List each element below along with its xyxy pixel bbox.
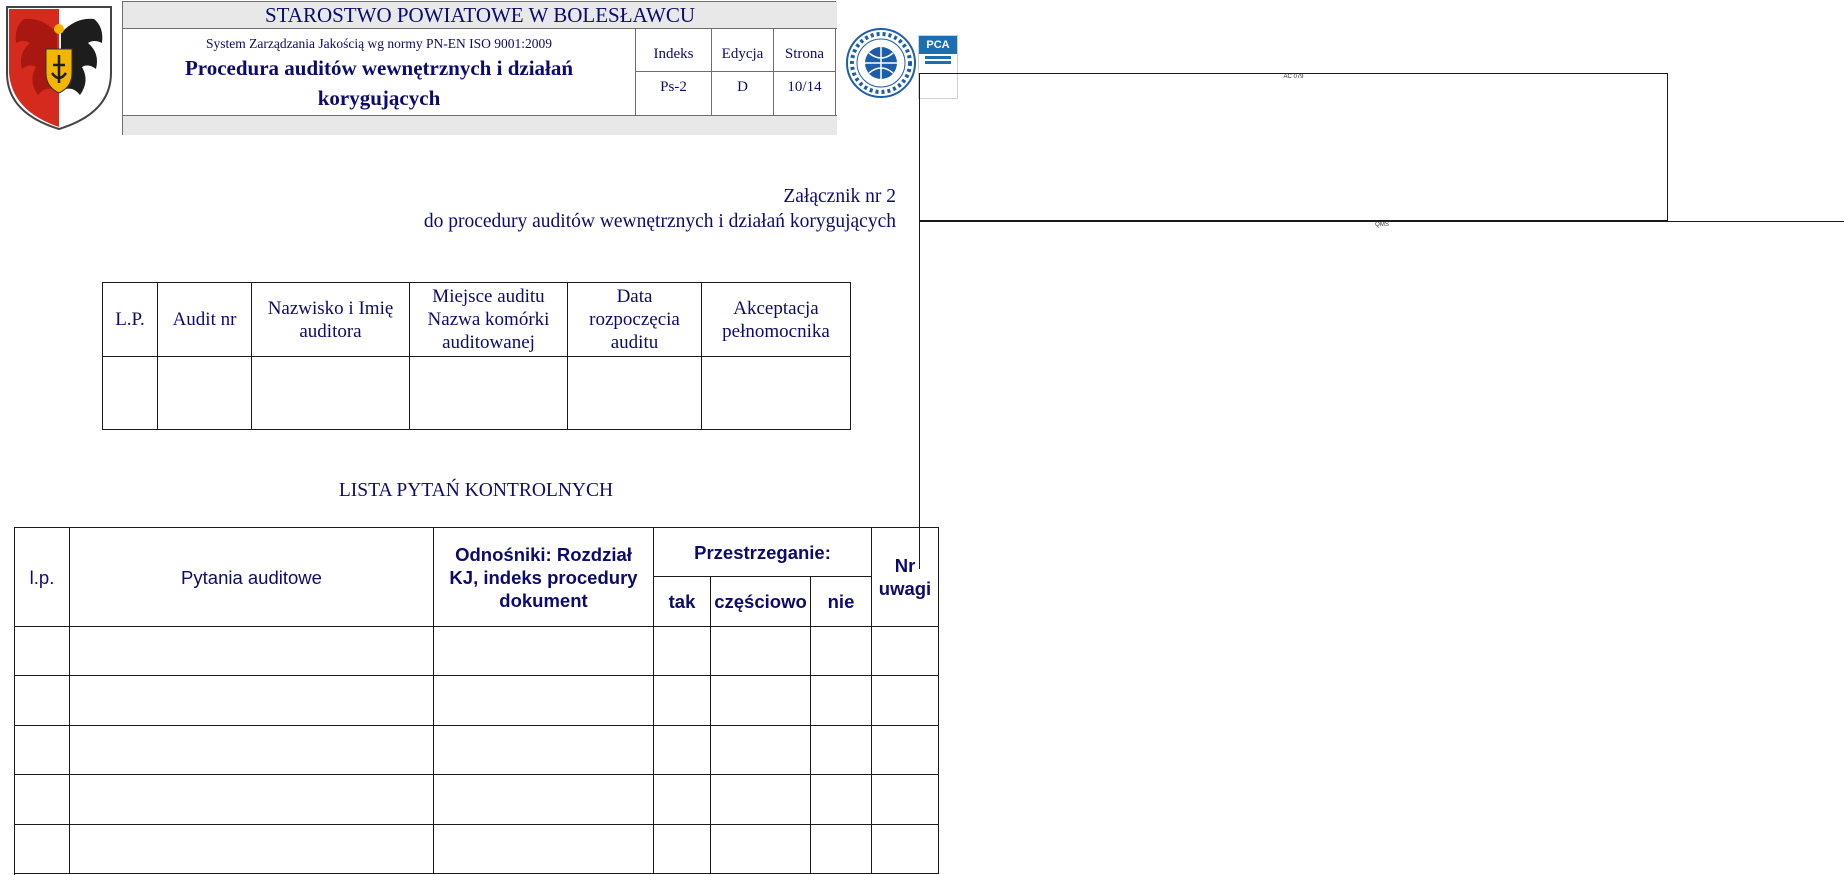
checklist-header-partial: częściowo <box>711 577 811 627</box>
page-label: Strona <box>774 29 835 72</box>
pca-scheme: QMS <box>919 221 1844 569</box>
checklist-cell-no[interactable] <box>811 825 872 874</box>
procedure-title-line2: korygujących <box>317 86 441 110</box>
audit-cell-lp[interactable] <box>103 357 158 429</box>
chamber-logo-icon <box>845 25 917 101</box>
edition-label: Edycja <box>712 29 773 72</box>
audit-cell-acceptance[interactable] <box>702 357 850 429</box>
checklist-cell-lp[interactable] <box>15 825 70 874</box>
document-header <box>122 1 836 135</box>
audit-header-place: Miejsce auditu Nazwa komórki auditowanej <box>410 283 568 357</box>
audit-table <box>102 282 851 430</box>
checklist-cell-lp[interactable] <box>15 676 70 725</box>
quality-system-line: System Zarządzania Jakością wg normy PN-EN ISO 9001:2009 <box>205 36 553 51</box>
checklist-cell-reference[interactable] <box>434 627 654 676</box>
checklist-cell-partial[interactable] <box>711 775 811 824</box>
index-label: Indeks <box>636 29 711 72</box>
audit-header-acceptance: Akceptacja pełnomocnika <box>702 283 850 357</box>
page-value: 10/14 <box>787 79 822 95</box>
checklist-cell-question[interactable] <box>70 775 434 824</box>
checklist-header-compliance: Przestrzeganie: <box>654 528 872 577</box>
checklist-cell-note[interactable] <box>872 825 939 874</box>
checklist-cell-question[interactable] <box>70 627 434 676</box>
checklist-cell-partial[interactable] <box>711 726 811 775</box>
checklist-cell-yes[interactable] <box>654 627 711 676</box>
checklist-header-lp: l.p. <box>15 528 70 627</box>
checklist-table <box>14 527 939 875</box>
checklist-cell-question[interactable] <box>70 726 434 775</box>
checklist-cell-lp[interactable] <box>15 627 70 676</box>
audit-cell-date[interactable] <box>568 357 702 429</box>
meta-edition <box>712 29 774 115</box>
audit-header-lp: L.P. <box>103 283 158 357</box>
checklist-cell-note[interactable] <box>872 676 939 725</box>
checklist-cell-note[interactable] <box>872 775 939 824</box>
checklist-cell-question[interactable] <box>70 825 434 874</box>
checklist-header-no: nie <box>811 577 872 627</box>
checklist-cell-reference[interactable] <box>434 775 654 824</box>
checklist-cell-yes[interactable] <box>654 825 711 874</box>
audit-cell-auditor[interactable] <box>252 357 410 429</box>
procedure-title-block <box>123 29 636 115</box>
audit-cell-place[interactable] <box>410 357 568 429</box>
procedure-title-line1: Procedura auditów wewnętrznych i działań <box>184 56 574 80</box>
institution-name: STAROSTWO POWIATOWE W BOLESŁAWCU <box>123 2 837 29</box>
checklist-cell-reference[interactable] <box>434 676 654 725</box>
checklist-cell-yes[interactable] <box>654 676 711 725</box>
checklist-header-questions: Pytania auditowe <box>70 528 434 627</box>
checklist-cell-no[interactable] <box>811 775 872 824</box>
checklist-cell-no[interactable] <box>811 627 872 676</box>
checklist-cell-note[interactable] <box>872 726 939 775</box>
checklist-cell-partial[interactable] <box>711 825 811 874</box>
audit-header-date: Data rozpoczęcia auditu <box>568 283 702 357</box>
attachment-number: Załącznik nr 2 <box>783 186 896 207</box>
checklist-cell-reference[interactable] <box>434 726 654 775</box>
checklist-cell-lp[interactable] <box>15 726 70 775</box>
index-value: Ps-2 <box>660 79 687 95</box>
checklist-cell-no[interactable] <box>811 676 872 725</box>
audit-cell-number[interactable] <box>158 357 252 429</box>
pca-accreditation-icon <box>918 35 1389 228</box>
attachment-description: do procedury auditów wewnętrznych i działań korygujących <box>423 211 896 232</box>
pca-code: AC 079 <box>919 73 1668 221</box>
checklist-cell-note[interactable] <box>872 627 939 676</box>
meta-page <box>774 29 835 115</box>
checklist-cell-question[interactable] <box>70 676 434 725</box>
meta-index <box>636 29 712 115</box>
checklist-cell-no[interactable] <box>811 726 872 775</box>
checklist-cell-yes[interactable] <box>654 775 711 824</box>
pca-name: PCA <box>919 36 957 54</box>
checklist-header-yes: tak <box>654 577 711 627</box>
checklist-title: LISTA PYTAŃ KONTROLNYCH <box>338 480 614 501</box>
checklist-cell-partial[interactable] <box>711 627 811 676</box>
audit-header-auditor: Nazwisko i Imię auditora <box>252 283 410 357</box>
checklist-cell-partial[interactable] <box>711 676 811 725</box>
header-footer-bar <box>123 115 837 135</box>
audit-header-number: Audit nr <box>158 283 252 357</box>
checklist-cell-reference[interactable] <box>434 825 654 874</box>
checklist-header-references: Odnośniki: Rozdział KJ, indeks procedury dokument <box>434 528 654 627</box>
coat-of-arms-icon <box>4 3 114 131</box>
checklist-cell-yes[interactable] <box>654 726 711 775</box>
checklist-header-note: Nr uwagi <box>872 528 939 627</box>
checklist-cell-lp[interactable] <box>15 775 70 824</box>
edition-value: D <box>737 79 748 95</box>
